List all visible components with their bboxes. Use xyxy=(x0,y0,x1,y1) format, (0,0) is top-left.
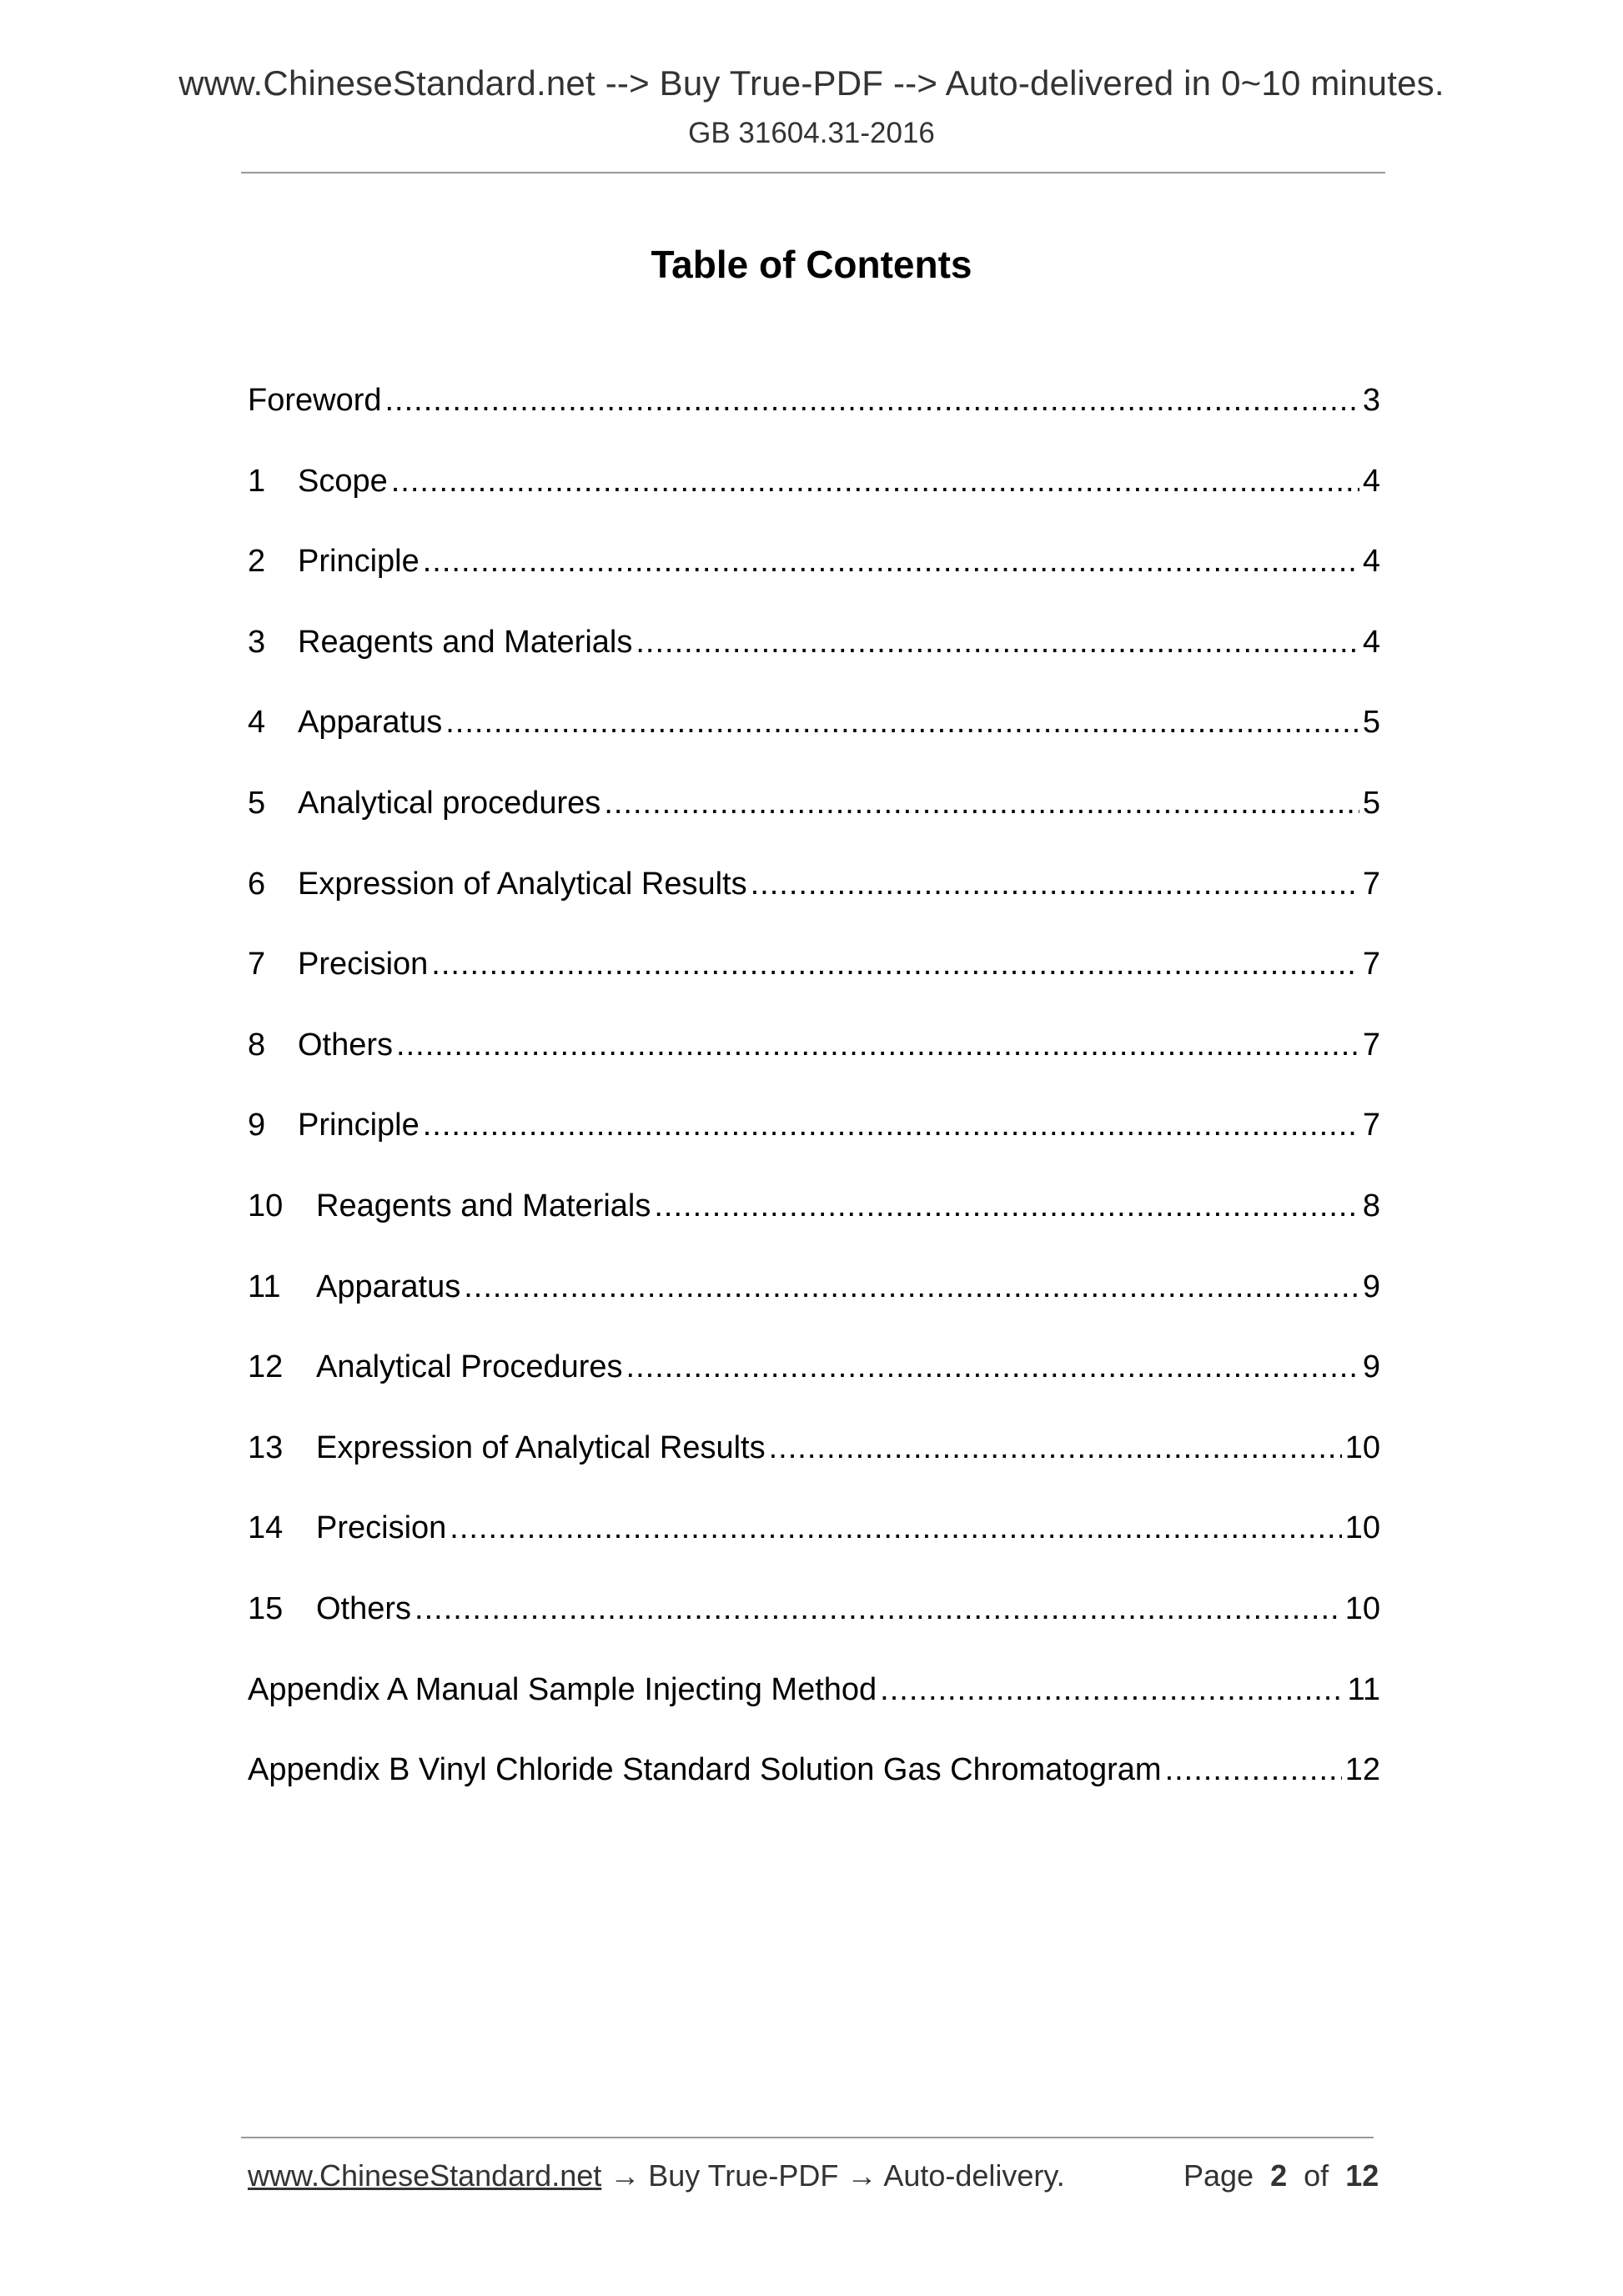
toc-entry-label: Apparatus xyxy=(316,1269,461,1304)
toc-entry[interactable] xyxy=(248,458,1380,539)
toc-entry-number: 7 xyxy=(248,947,266,982)
toc-entry[interactable] xyxy=(248,1505,1380,1585)
toc-entry-label: Principle xyxy=(298,1108,420,1143)
toc-entry-number: 5 xyxy=(248,785,266,821)
toc-entry-page: 9 xyxy=(1362,1349,1380,1385)
toc-entry[interactable] xyxy=(248,538,1380,619)
toc-entry[interactable] xyxy=(248,1344,1380,1424)
toc-dot-leader xyxy=(450,1505,1341,1551)
toc-entry-page: 11 xyxy=(1347,1671,1380,1707)
footer-tagline: → Buy True-PDF → Auto-delivery. xyxy=(601,2158,1065,2193)
toc-entry-page: 10 xyxy=(1344,1510,1380,1546)
page-total: 12 xyxy=(1345,2158,1379,2193)
toc-entry-page: 4 xyxy=(1362,624,1380,660)
toc-dot-leader xyxy=(423,538,1359,585)
toc-entry[interactable] xyxy=(248,780,1380,861)
toc-entry-page: 10 xyxy=(1344,1429,1380,1465)
toc-entry[interactable] xyxy=(248,1183,1380,1264)
toc-entry-page: 7 xyxy=(1362,866,1380,902)
toc-entry-number: 3 xyxy=(248,624,266,660)
toc-entry[interactable] xyxy=(248,1746,1380,1827)
toc-entry-number: 15 xyxy=(248,1590,284,1626)
toc-dot-leader xyxy=(415,1585,1342,1632)
toc-entry-label: Principle xyxy=(298,544,420,580)
page-word: Page xyxy=(1183,2158,1254,2193)
toc-entry-page: 7 xyxy=(1362,1027,1380,1063)
toc-entry-number: 14 xyxy=(248,1510,284,1546)
page-indicator xyxy=(1183,2158,1379,2193)
footer-divider xyxy=(241,2137,1374,2138)
toc-entry-label: Reagents and Materials xyxy=(316,1188,651,1223)
table-of-contents xyxy=(248,377,1380,1827)
toc-entry-page: 3 xyxy=(1362,383,1380,418)
toc-entry-number: 2 xyxy=(248,544,266,580)
toc-entry[interactable] xyxy=(248,941,1380,1022)
toc-dot-leader xyxy=(464,1264,1359,1310)
toc-entry-label: Reagents and Materials xyxy=(298,624,633,660)
toc-entry-page: 4 xyxy=(1362,463,1380,499)
toc-entry-page: 4 xyxy=(1362,544,1380,580)
toc-entry-number: 6 xyxy=(248,866,266,902)
toc-entry-number: 10 xyxy=(248,1188,284,1223)
toc-entry-number: 4 xyxy=(248,705,266,741)
page-title: Table of Contents xyxy=(651,243,972,286)
toc-entry-label: Expression of Analytical Results xyxy=(316,1429,766,1465)
toc-dot-leader xyxy=(880,1666,1344,1713)
toc-entry-page: 5 xyxy=(1362,785,1380,821)
toc-entry-page: 7 xyxy=(1362,1108,1380,1143)
toc-dot-leader xyxy=(654,1183,1359,1229)
toc-entry-page: 7 xyxy=(1362,947,1380,982)
toc-entry-label: Analytical Procedures xyxy=(316,1349,623,1385)
page-current: 2 xyxy=(1270,2158,1288,2193)
footer-left xyxy=(248,2158,1065,2193)
toc-entry-label: Expression of Analytical Results xyxy=(298,866,747,902)
toc-entry[interactable] xyxy=(248,1264,1380,1344)
toc-entry-label: Precision xyxy=(298,947,429,982)
toc-entry-label: Others xyxy=(298,1027,394,1063)
of-word: of xyxy=(1304,2158,1329,2193)
toc-entry-number: 13 xyxy=(248,1429,284,1465)
toc-entry-number: 12 xyxy=(248,1349,284,1385)
toc-dot-leader xyxy=(626,1344,1359,1390)
toc-dot-leader xyxy=(445,699,1359,746)
toc-entry-number: 8 xyxy=(248,1027,266,1063)
header-divider xyxy=(241,172,1385,173)
toc-dot-leader xyxy=(604,780,1359,826)
toc-entry-page: 5 xyxy=(1362,705,1380,741)
toc-entry-label: Appendix A Manual Sample Injecting Method xyxy=(248,1671,877,1707)
toc-entry-label: Apparatus xyxy=(298,705,443,741)
toc-entry[interactable] xyxy=(248,861,1380,942)
toc-dot-leader xyxy=(1165,1746,1342,1793)
toc-entry-number: 9 xyxy=(248,1108,266,1143)
toc-entry-label: Appendix B Vinyl Chloride Standard Solution Gas Chromatogram xyxy=(248,1752,1162,1788)
toc-entry-label: Scope xyxy=(298,463,388,499)
toc-dot-leader xyxy=(423,1102,1359,1148)
toc-entry[interactable] xyxy=(248,1102,1380,1183)
toc-entry-label: Precision xyxy=(316,1510,447,1546)
toc-entry[interactable] xyxy=(248,619,1380,700)
toc-entry[interactable] xyxy=(248,1424,1380,1505)
toc-entry-page: 8 xyxy=(1362,1188,1380,1223)
toc-dot-leader xyxy=(391,458,1359,505)
header-banner: www.ChineseStandard.net --> Buy True-PDF --> Auto-delivered in 0~10 minutes. xyxy=(178,63,1445,103)
toc-entry[interactable] xyxy=(248,377,1380,458)
toc-entry[interactable] xyxy=(248,699,1380,780)
toc-dot-leader xyxy=(751,861,1359,907)
toc-entry[interactable] xyxy=(248,1585,1380,1666)
toc-entry-page: 9 xyxy=(1362,1269,1380,1304)
toc-entry-label: Foreword xyxy=(248,383,382,418)
footer-website-link[interactable]: www.ChineseStandard.net xyxy=(248,2158,602,2193)
toc-dot-leader xyxy=(396,1022,1359,1068)
toc-dot-leader xyxy=(385,377,1359,424)
toc-dot-leader xyxy=(636,619,1359,666)
standard-number: GB 31604.31-2016 xyxy=(688,117,935,149)
toc-entry[interactable] xyxy=(248,1666,1380,1747)
toc-entry-label: Others xyxy=(316,1590,412,1626)
toc-entry-number: 11 xyxy=(248,1269,281,1304)
toc-entry-page: 12 xyxy=(1344,1752,1380,1788)
toc-dot-leader xyxy=(431,941,1359,987)
toc-entry-page: 10 xyxy=(1344,1590,1380,1626)
toc-entry-label: Analytical procedures xyxy=(298,785,601,821)
toc-entry-number: 1 xyxy=(248,463,266,499)
toc-entry[interactable] xyxy=(248,1022,1380,1103)
toc-dot-leader xyxy=(769,1424,1342,1471)
